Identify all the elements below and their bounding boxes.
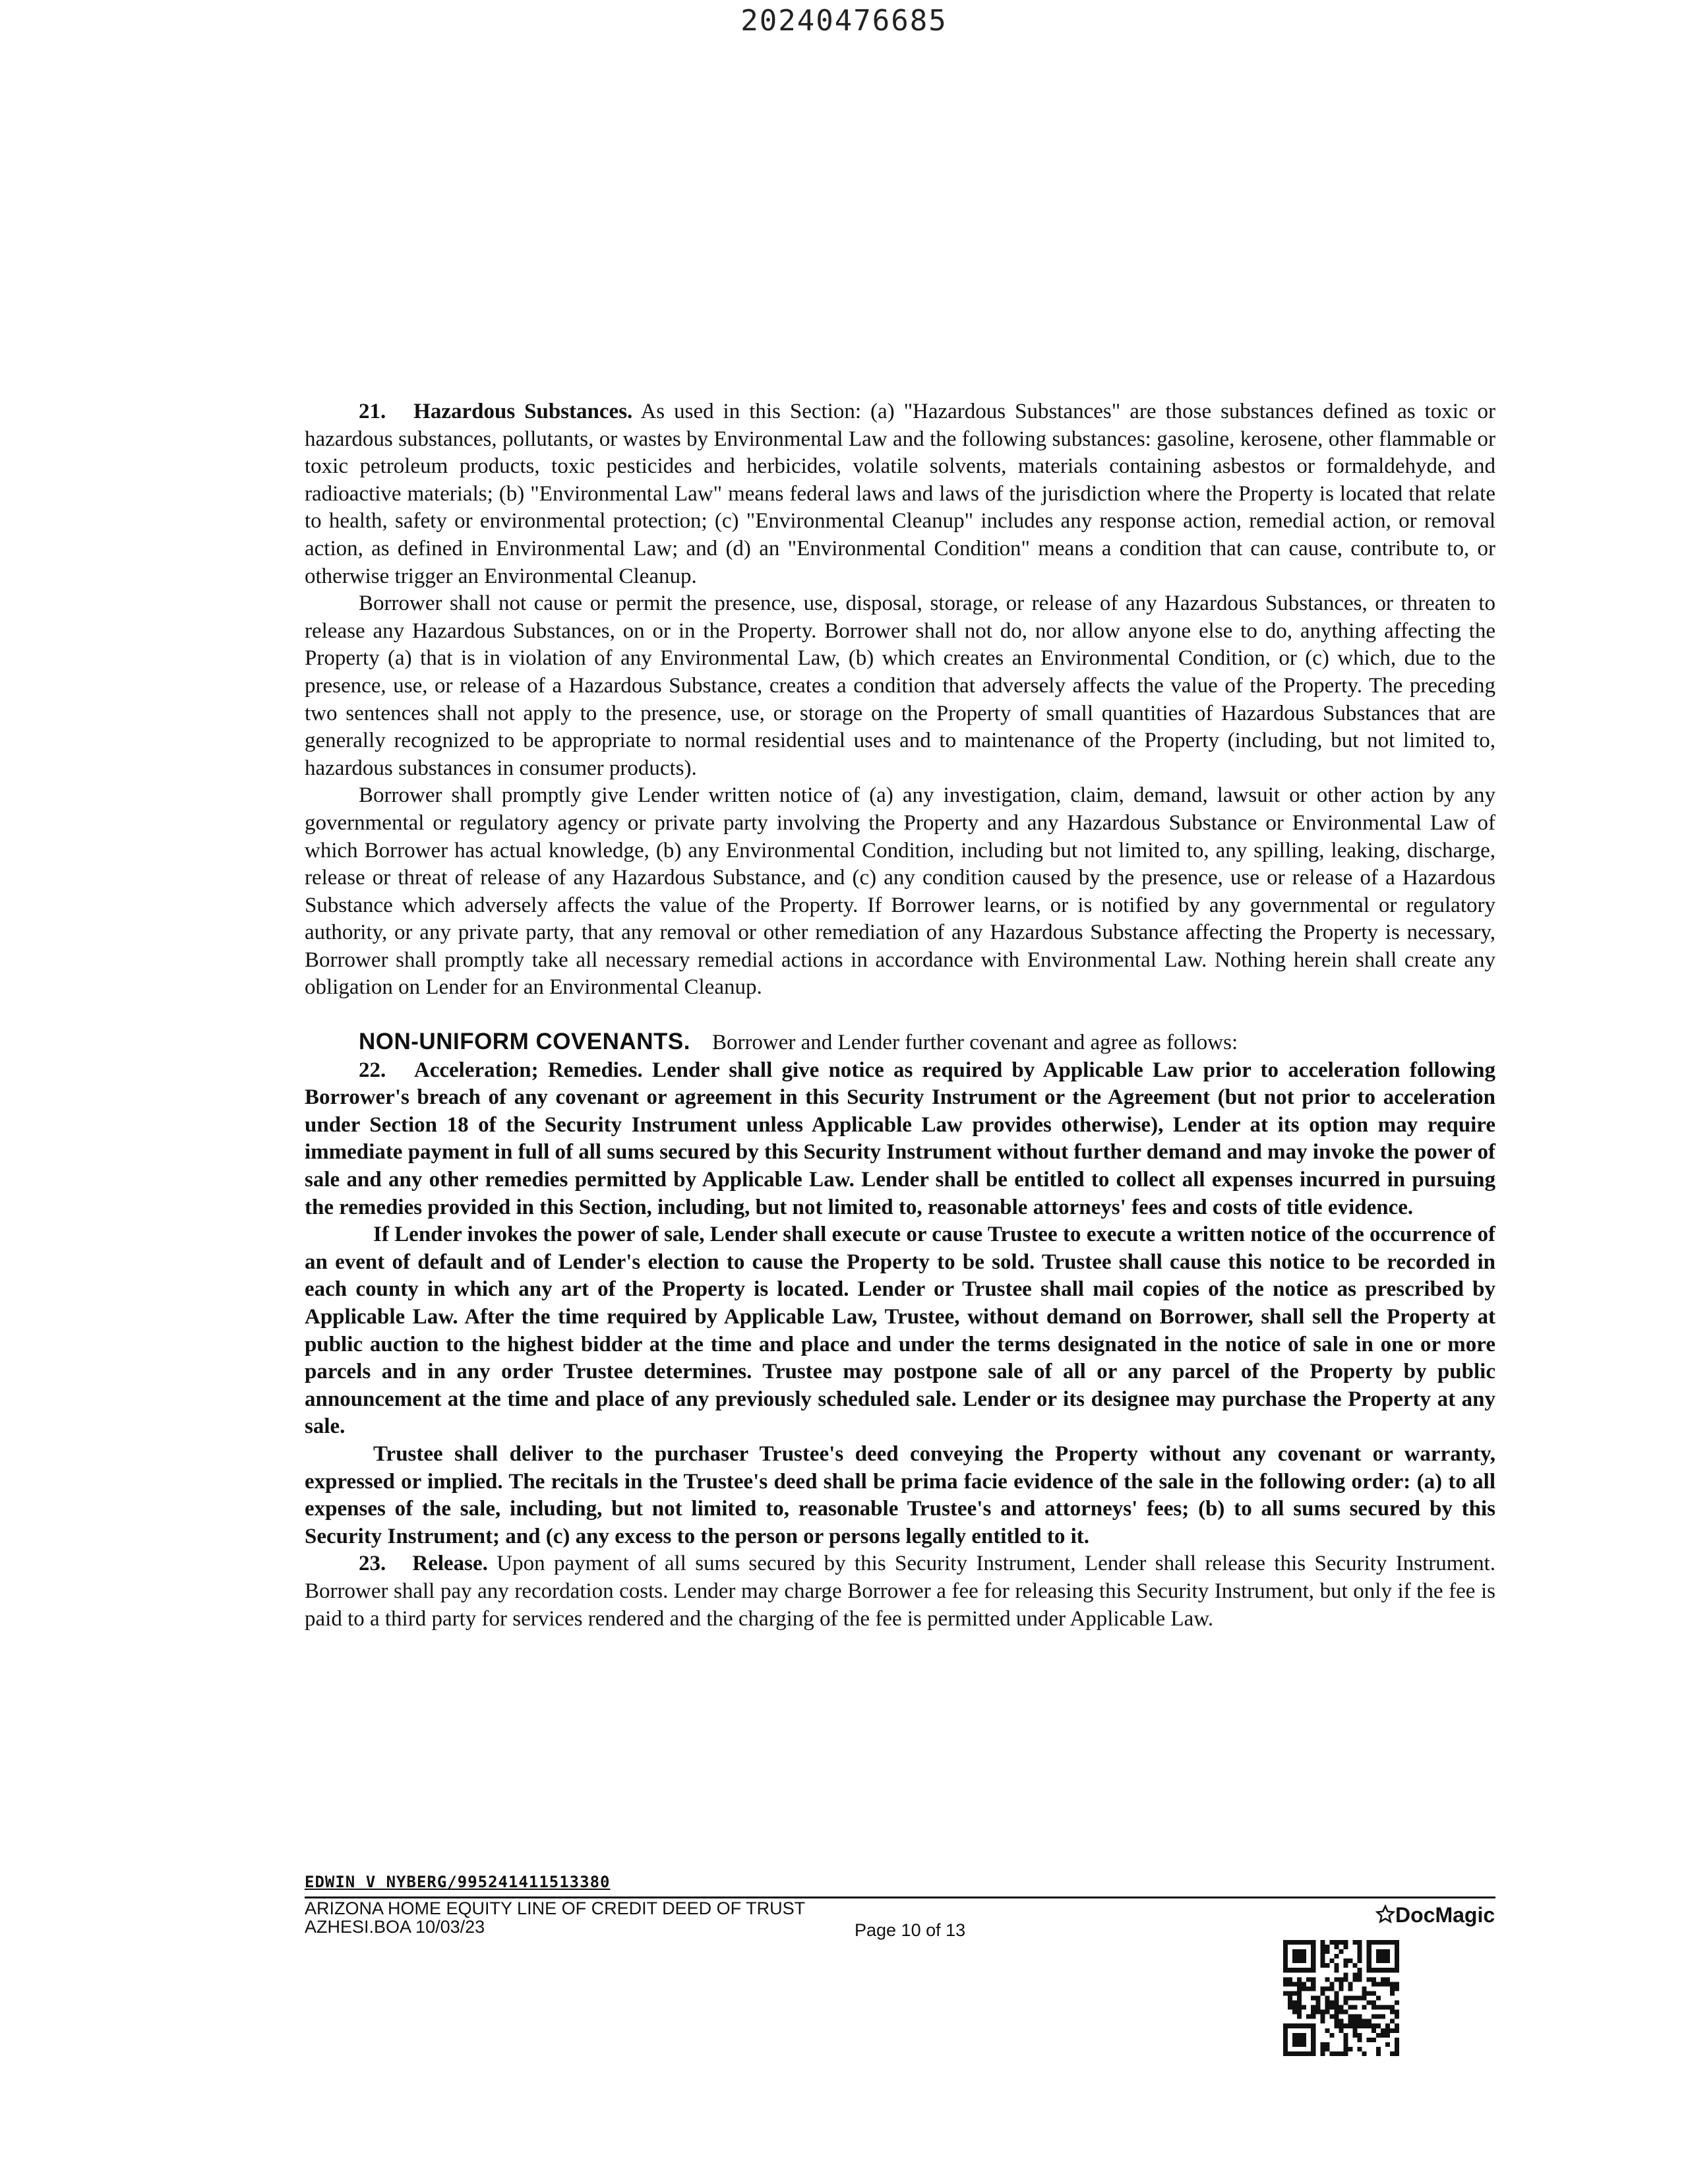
section-21-text-1: As used in this Section: (a) "Hazardous Substances" are those substances defined as toxic or hazardous substances, pollutants, or wastes by Environmental Law and the following substances: gasoline, kerosene, other flammable or toxic petroleum products, toxic pesticides and herbicides, volatile solvents, materials containing asbestos or formaldehyde, and radioactive materials; (b) "Environmental Law" means federal laws and laws of the jurisdiction where the Property is located that relate to health, safety or environmental protection; (c) "Environmental Cleanup" includes any response action, remedial action, or removal action, as defined in Environmental Law; and (d) an "Environmental Condition" means a condition that can cause, contribute to, or otherwise trigger an Environmental Cleanup. bbox=[305, 400, 1496, 588]
footer-form-title: ARIZONA HOME EQUITY LINE OF CREDIT DEED OF TRUST bbox=[305, 1898, 806, 1918]
section-22-text-1: Lender shall give notice as required by Applicable Law prior to acceleration following Borrower's breach of any covenant or agreement in this Security Instrument or the Agreement (but not prior to acceleration under Section 18 of the Security Instrument unless Applicable Law provides otherwise), Lender at its option may require immediate payment in full of all sums secured by this Security Instrument without further demand and may invoke the power of sale and any other remedies permitted by Applicable Law. Lender shall be entitled to collect all expenses incurred in pursuing the remedies provided in this Section, including, but not limited to, reasonable attorneys' fees and costs of title evidence. bbox=[305, 1058, 1496, 1219]
footer-form-code: AZHESI.BOA 10/03/23 bbox=[305, 1917, 485, 1937]
docmagic-logo bbox=[1375, 1903, 1495, 1927]
non-uniform-covenants-line bbox=[305, 1028, 1495, 1057]
docmagic-brand-name: DocMagic bbox=[1395, 1903, 1495, 1927]
document-body bbox=[305, 398, 1495, 1633]
page-footer bbox=[305, 1873, 1495, 1940]
footer-form-info bbox=[305, 1899, 805, 1936]
footer-borrower-loan-id: EDWIN V NYBERG/995241411513380 bbox=[305, 1873, 611, 1891]
section-22-paragraph-3: Trustee shall deliver to the purchaser Trustee's deed conveying the Property without any covenant or warranty, expressed or implied. The recitals in the Trustee's deed shall be prima facie evidence of the sale in the following order: (a) to all expenses of the sale, including, but not limited to, reasonable Trustee's and attorneys' fees; (b) to all sums secured by this Security Instrument; and (c) any excess to the person or persons legally entitled to it. bbox=[305, 1441, 1495, 1548]
document-number: 20240476685 bbox=[740, 4, 948, 38]
section-21-paragraph-2: Borrower shall not cause or permit the presence, use, disposal, storage, or release of any Hazardous Substances, or threaten to release any Hazardous Substances, on or in the Property. Borrower shall not do, nor allow anyone else to do, anything affecting the Property (a) that is in violation of any Environmental Law, (b) which creates an Environmental Condition, or (c) which, due to the presence, use, or release of a Hazardous Substance, creates a condition that adversely affects the value of the Property. The preceding two sentences shall not apply to the presence, use, or storage on the Property of small quantities of Hazardous Substances that are generally recognized to be appropriate to normal residential uses and to maintenance of the Property (including, but not limited to, hazardous substances in consumer products). bbox=[305, 592, 1495, 780]
section-22-paragraph-2: If Lender invokes the power of sale, Lender shall execute or cause Trustee to execute a written notice of the occurrence of an event of default and of Lender's election to cause the Property to be sold. Trustee shall cause this notice to be recorded in each county in which any art of the Property is located. Lender or Trustee shall mail copies of the notice as prescribed by Applicable Law. After the time required by Applicable Law, Trustee, without demand on Borrower, shall sell the Property at public auction to the highest bidder at the time and place and under the terms designated in the notice of sale in one or more parcels and in any order Trustee determines. Trustee may postpone sale of all or any parcel of the Property by public announcement at the time and place of any previously scheduled sale. Lender or its designee may purchase the Property at any sale. bbox=[305, 1223, 1495, 1439]
section-22-paragraph-1 bbox=[305, 1057, 1495, 1222]
footer-page-number: Page 10 of 13 bbox=[855, 1920, 966, 1940]
section-23-number: 23. bbox=[359, 1552, 386, 1576]
section-23-title: Release. bbox=[412, 1552, 488, 1576]
section-22-title: Acceleration; Remedies. bbox=[413, 1058, 643, 1082]
section-21-paragraph-1 bbox=[305, 398, 1495, 590]
section-22 bbox=[305, 1057, 1495, 1551]
non-uniform-covenants-heading: NON-UNIFORM COVENANTS. bbox=[359, 1029, 690, 1055]
section-21-paragraph-3: Borrower shall promptly give Lender written notice of (a) any investigation, claim, demand, lawsuit or other action by any governmental or regulatory agency or private party involving the Property and any Hazardous Substance or Environmental Law of which Borrower has actual knowledge, (b) any Environmental Condition, including but not limited to, any spilling, leaking, discharge, release or threat of release of any Hazardous Substance, and (c) any condition caused by the presence, use or release of a Hazardous Substance which adversely affects the value of the Property. If Borrower learns, or is notified by any governmental or regulatory authority, or any private party, that any removal or other remediation of any Hazardous Substance affecting the Property is necessary, Borrower shall promptly take all necessary remedial actions in accordance with Environmental Law. Nothing herein shall create any obligation on Lender for an Environmental Cleanup. bbox=[305, 783, 1495, 1000]
non-uniform-covenants-intro: Borrower and Lender further covenant and agree as follows: bbox=[711, 1031, 1238, 1055]
section-23-text-1: Upon payment of all sums secured by this Security Instrument, Lender shall release this Security Instrument. Borrower shall pay any recordation costs. Lender may charge Borrower a fee for releasing this Security Instrument, but only if the fee is paid to a third party for services rendered and the charging of the fee is permitted under Applicable Law. bbox=[305, 1552, 1496, 1631]
paragraph-gap bbox=[305, 1002, 1495, 1028]
qr-code bbox=[1283, 1940, 1399, 2056]
section-21-number: 21. bbox=[359, 400, 386, 423]
section-22-number: 22. bbox=[359, 1058, 386, 1082]
section-23-paragraph-1 bbox=[305, 1550, 1495, 1633]
star-outline-icon bbox=[1375, 1904, 1395, 1924]
section-21-title: Hazardous Substances. bbox=[413, 400, 633, 423]
